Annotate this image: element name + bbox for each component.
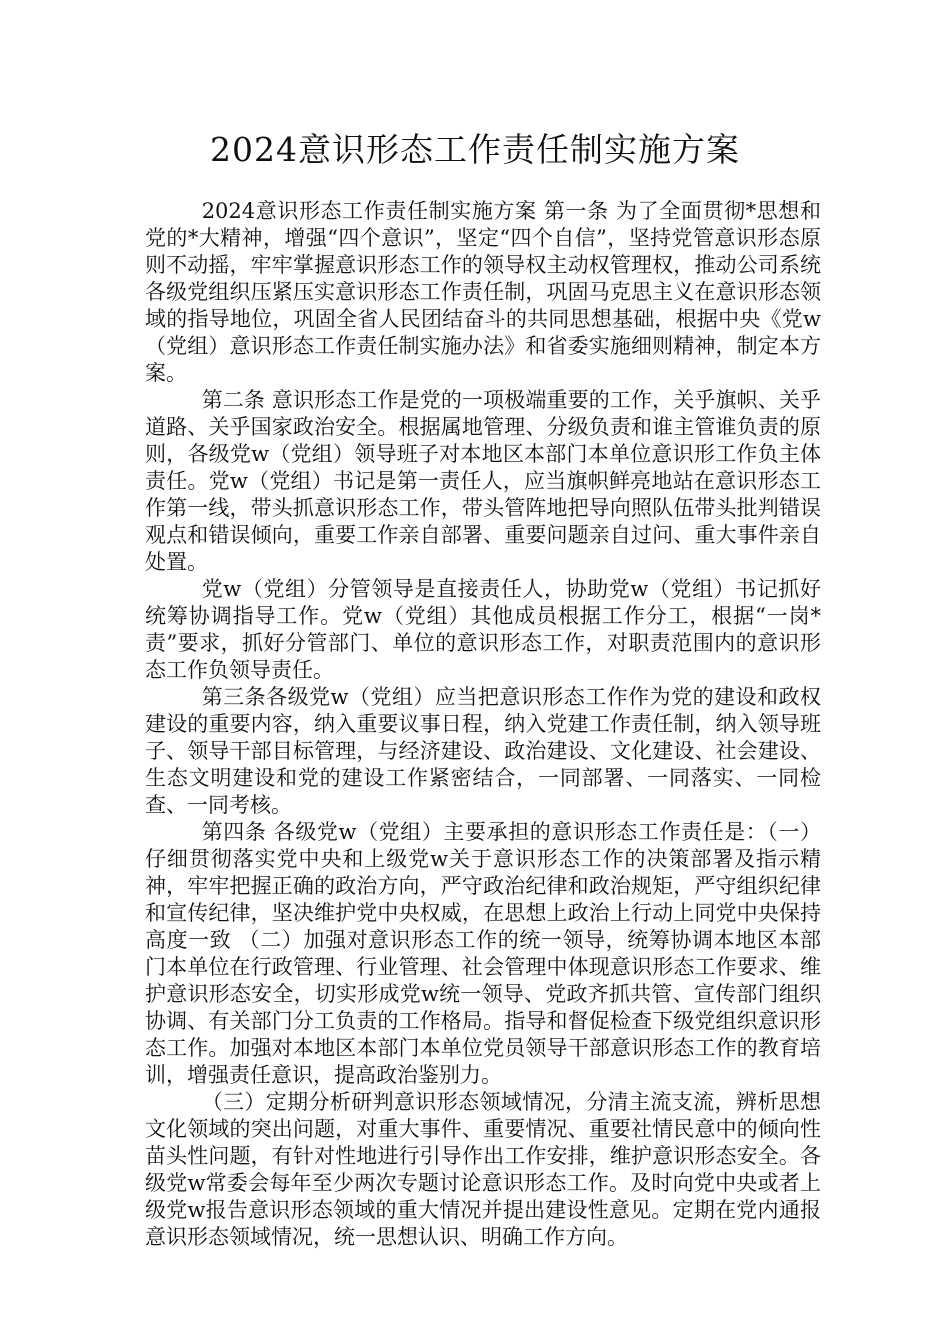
paragraph-article-4: 第四条 各级党w（党组）主要承担的意识形态工作责任是：（一）仔细贯彻落实党中央和上级党w关于意识形态工作的决策部署及指示精神，牢牢把握正确的政治方向，严守政治纪律和政治规矩，严守组织纪律和宣传纪律，坚决维护党中央权威，在思想上政治上行动上同党中央保持高度一致 （二）加强对意识形态工作的统一领导，统筹协调本地区本部门本单位在行政管理、行业管理、社会管理中体现意识形态工作要求、维护意识形态安全，切实形成党w统一领导、党政齐抓共管、宣传部门组织协调、有关部门分工负责的工作格局。指导和督促检查下级党组织意识形态工作。加强对本地区本部门本单位党员领导干部意识形态工作的教育培训，增强责任意识，提高政治鉴别力。 [145, 820, 821, 1087]
paragraph-article-3: 第三条各级党w（党组）应当把意识形态工作作为党的建设和政权建设的重要内容，纳入重要议事日程，纳入党建工作责任制，纳入领导班子、领导干部目标管理，与经济建设、政治建设、文化建设、社会建设、生态文明建设和党的建设工作紧密结合，一同部署、一同落实、一同检查、一同考核。 [145, 685, 821, 817]
document-body [145, 198, 821, 1251]
document-title: 2024意识形态工作责任制实施方案 [210, 130, 740, 169]
paragraph-article-2-continued: 党w（党组）分管领导是直接责任人，协助党w（党组）书记抓好统筹协调指导工作。党w（党组）其他成员根据工作分工，根据“一岗*责”要求，抓好分管部门、单位的意识形态工作，对职责范围内的意识形态工作负领导责任。 [145, 577, 821, 682]
paragraph-article-4-item-3: （三）定期分析研判意识形态领域情况，分清主流支流，辨析思想文化领域的突出问题，对重大事件、重要情况、重要社情民意中的倾向性苗头性问题，有针对性地进行引导作出工作安排，维护意识形态安全。各级党w常委会每年至少两次专题讨论意识形态工作。及时向党中央或者上级党w报告意识形态领域的重大情况并提出建设性意见。定期在党内通报意识形态领域情况，统一思想认识、明确工作方向。 [145, 1090, 821, 1249]
paragraph-article-2: 第二条 意识形态工作是党的一项极端重要的工作，关乎旗帜、关乎道路、关乎国家政治安全。根据属地管理、分级负责和谁主管谁负责的原则，各级党w（党组）领导班子对本地区本部门本单位意识形工作负主体责任。党w（党组）书记是第一责任人，应当旗帜鲜亮地站在意识形态工作第一线，带头抓意识形态工作，带头管阵地把导向照队伍带头批判错误观点和错误倾向，重要工作亲自部署、重要问题亲自过问、重大事件亲自处置。 [145, 388, 821, 574]
paragraph-article-1: 2024意识形态工作责任制实施方案 第一条 为了全面贯彻*思想和党的*大精神，增强“四个意识”，坚定“四个自信”，坚持党管意识形态原则不动摇，牢牢掌握意识形态工作的领导权主动权管理权，推动公司系统各级党组织压紧压实意识形态工作责任制，巩固马克思主义在意识形态领域的指导地位，巩固全省人民团结奋斗的共同思想基础，根据中央《党w（党组）意识形态工作责任制实施办法》和省委实施细则精神，制定本方案。 [145, 199, 821, 385]
